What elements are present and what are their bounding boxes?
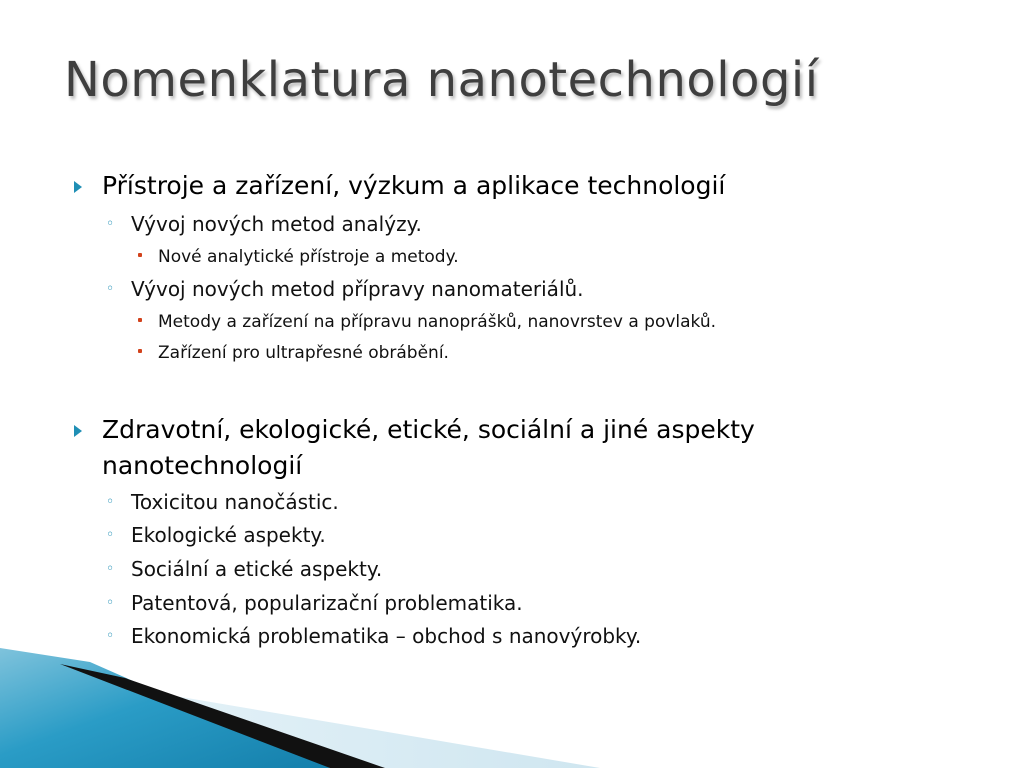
section1-sub2: Vývoj nových metod přípravy nanomateriálů. — [131, 277, 584, 301]
bullet-level3-item — [158, 341, 449, 365]
circle-bullet-icon: ◦ — [106, 561, 115, 577]
circle-bullet-icon: ◦ — [106, 281, 115, 297]
bullet-level3-item — [158, 245, 459, 269]
bullet-level3-item — [158, 310, 716, 334]
square-bullet-icon — [138, 318, 142, 322]
bullet-level2-item — [106, 622, 642, 650]
bullet-level2-item — [106, 275, 584, 303]
bullet-level1-section1 — [102, 168, 922, 204]
swoosh-light-band — [0, 648, 600, 768]
circle-bullet-icon: ◦ — [106, 216, 115, 232]
swoosh-dark-line — [60, 664, 385, 768]
section2-item: Patentová, popularizační problematika. — [131, 591, 523, 615]
circle-bullet-icon: ◦ — [106, 628, 115, 644]
section2-heading: Zdravotní, ekologické, etické, sociální a jiné aspekty nanotechnologií — [102, 415, 755, 480]
bullet-level2-item — [106, 555, 383, 583]
section1-sub2-item: Zařízení pro ultrapřesné obrábění. — [158, 343, 449, 363]
circle-bullet-icon: ◦ — [106, 595, 115, 611]
section1-sub1-item: Nové analytické přístroje a metody. — [158, 247, 459, 267]
section1-heading: Přístroje a zařízení, výzkum a aplikace technologií — [102, 171, 726, 200]
section1-sub1: Vývoj nových metod analýzy. — [131, 212, 422, 236]
square-bullet-icon — [138, 253, 142, 257]
bullet-level2-item — [106, 210, 422, 238]
triangle-bullet-icon — [74, 181, 82, 193]
bullet-level2-item — [106, 589, 523, 617]
triangle-bullet-icon — [74, 425, 82, 437]
section2-item: Ekonomická problematika – obchod s nanovýrobky. — [131, 624, 642, 648]
section2-item: Sociální a etické aspekty. — [131, 557, 383, 581]
square-bullet-icon — [138, 349, 142, 353]
section2-item: Toxicitou nanočástic. — [131, 490, 339, 514]
bullet-level1-section2 — [102, 412, 922, 484]
bullet-level2-item — [106, 521, 326, 549]
section2-item: Ekologické aspekty. — [131, 523, 326, 547]
swoosh-blue-band — [0, 648, 330, 768]
bullet-level2-item — [106, 488, 339, 516]
section1-sub2-item: Metody a zařízení na přípravu nanoprášků, nanovrstev a povlaků. — [158, 312, 717, 332]
slide-title: Nomenklatura nanotechnologií — [64, 52, 819, 108]
circle-bullet-icon: ◦ — [106, 494, 115, 510]
circle-bullet-icon: ◦ — [106, 527, 115, 543]
